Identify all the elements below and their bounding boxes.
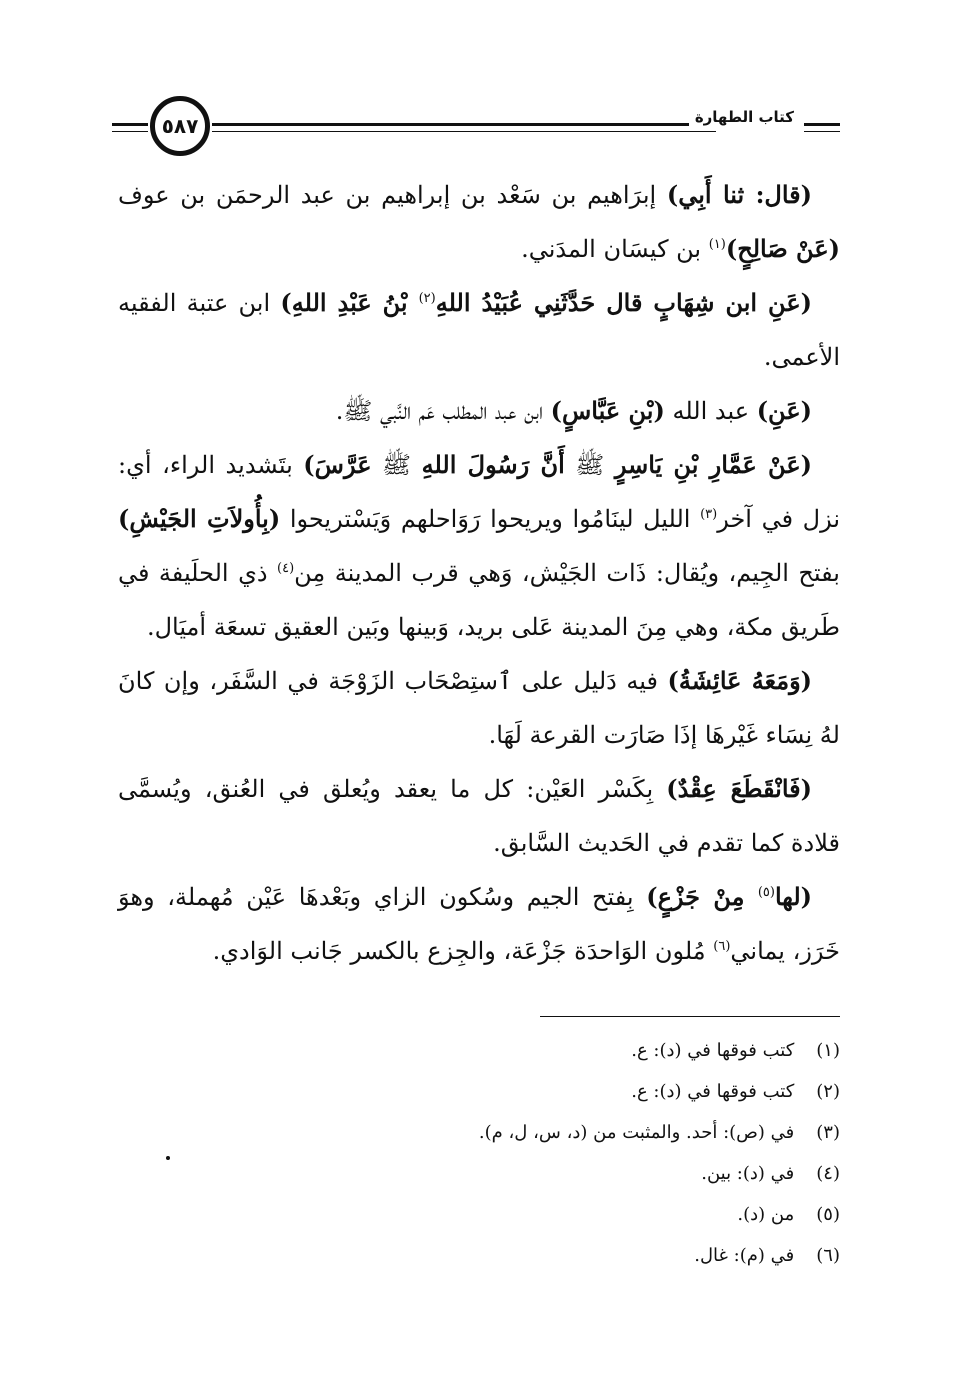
text-run: بِفتح الجيم وسُكون الزاي وبَعْدهَا عَيْن مُهملة، وهوَ خَرَز، يماني bbox=[118, 883, 840, 965]
footnote bbox=[340, 1235, 840, 1276]
footnote bbox=[340, 1112, 840, 1153]
text-run: إبرَاهيم بن سَعْد بن إبراهيم بن عبد الرحمَن بن عوف bbox=[118, 181, 667, 209]
text-run: ﷺ bbox=[564, 451, 615, 479]
footnote bbox=[340, 1153, 840, 1194]
text-run: بفتح الجِيم، ويُقال: ذَات الجَيْش، وَهي قرب المدينة مِن bbox=[294, 559, 840, 587]
paragraph bbox=[118, 762, 840, 870]
header-rule bbox=[804, 131, 840, 132]
footnote-number: (٥) bbox=[816, 1204, 840, 1225]
bold-phrase: (بْنِ عَبَّاسٍ) bbox=[550, 396, 665, 425]
footnote bbox=[340, 1030, 840, 1071]
header-rule bbox=[212, 131, 716, 132]
footnote-number: (٢) bbox=[816, 1081, 840, 1102]
bold-phrase: (عَنْ صَالِحٍ) bbox=[725, 234, 840, 263]
paragraph bbox=[118, 654, 840, 762]
text-run: ابن عبد المطلب عَم النَّبي ﷺ. bbox=[335, 397, 551, 425]
footnote-separator bbox=[540, 1016, 840, 1017]
bold-phrase: بْنُ عَبْدِ اللهِ) bbox=[280, 288, 419, 317]
header-rule bbox=[112, 123, 148, 126]
footnote-text: كتب فوقها في (د): ع. bbox=[631, 1040, 795, 1061]
text-run: ﷺ bbox=[371, 451, 422, 479]
bold-phrase: (عَنِ) bbox=[756, 396, 812, 425]
header-rule bbox=[112, 131, 148, 132]
footnote-text: في (ص): أحد. والمثبت من (د، س، ل، م). bbox=[478, 1122, 795, 1143]
footnotes bbox=[340, 1030, 840, 1276]
text-run: ابن عتبة الفقيه الأعمى. bbox=[118, 289, 840, 371]
footnote-text: في (د): بين. bbox=[701, 1163, 795, 1184]
text-run: بتَشديد الراء، أي: نزل في آخر bbox=[118, 451, 841, 533]
footnote-ref: (٤) bbox=[277, 561, 295, 576]
text-run: مُلون الوَاحدَة جَزْعَة، والجِزع بالكسر جَانب الوَادي. bbox=[212, 937, 714, 965]
text-run: عبد الله bbox=[664, 397, 757, 425]
bold-phrase: (فَانْقَطَعَ عِقْدٌ) bbox=[666, 774, 812, 803]
paragraph bbox=[118, 168, 840, 276]
text-run: فيه دَليل على ٱستِصْحَاب الزَوْجَة في السَّفَر، وإن كانَ لهُ نِسَاء غَيْرهَا إذَا صَارَت القرعة لَهَا. bbox=[118, 667, 840, 749]
footnote-ref: (٢) bbox=[418, 291, 436, 306]
footnote-number: (٣) bbox=[816, 1122, 840, 1143]
bold-phrase: مِنْ جَزْعٍ) bbox=[646, 882, 758, 911]
paragraph bbox=[118, 276, 840, 384]
bold-phrase: (عَنِ ابن شِهَابٍ قال حَدَّثَنِي عُبَيْدُ اللهِ bbox=[435, 288, 812, 317]
bold-phrase: (وَمَعَهُ عَائِشَةُ) bbox=[667, 666, 813, 695]
footnote-number: (١) bbox=[816, 1040, 840, 1061]
bold-phrase: أَنَّ رَسُولَ اللهِ bbox=[421, 450, 565, 479]
main-text bbox=[118, 168, 840, 978]
footnote-ref: (٣) bbox=[700, 507, 718, 522]
header-rule bbox=[212, 123, 716, 126]
footnote-ref: (٦) bbox=[713, 939, 731, 954]
running-title: كتاب الطهارة bbox=[689, 108, 800, 126]
footnote-number: (٤) bbox=[816, 1163, 840, 1184]
footnote bbox=[340, 1194, 840, 1235]
text-run: ذي الحلَيفة في طَريق مكة، وهي مِنَ المدينة عَلى بريد، وَبينها وبَين العقيق تسعَة أميَال. bbox=[118, 559, 840, 641]
bold-phrase: (عَنْ عَمَّارِ بْنِ يَاسِرٍ bbox=[614, 450, 812, 479]
page-number: ٥٨٧ bbox=[150, 96, 210, 156]
footnote-ref: (٥) bbox=[757, 885, 775, 900]
bold-phrase: (قال: ثنا أَبِي) bbox=[666, 180, 813, 209]
paragraph bbox=[118, 870, 840, 978]
footnote bbox=[340, 1071, 840, 1112]
bold-phrase: (بِأُولاَتِ الجَيْشِ) bbox=[118, 504, 281, 533]
scan-speck bbox=[166, 1156, 170, 1160]
paragraph bbox=[118, 384, 840, 438]
page-header bbox=[112, 90, 840, 170]
text-run: بِكَسْر العَيْن: كل ما يعقد ويُعلق في العُنق، ويُسمَّى قلادة كما تقدم في الحَديث السَّابق. bbox=[118, 775, 840, 857]
footnote-text: في (م): غال. bbox=[694, 1245, 795, 1266]
footnote-text: من (د). bbox=[737, 1204, 795, 1225]
text-run: الليل لينَامُوا ويريحوا رَوَاحلهم وَيَسْتريحوا bbox=[280, 505, 701, 533]
footnote-ref: (١) bbox=[708, 237, 726, 252]
footnote-number: (٦) bbox=[816, 1245, 840, 1266]
text-run: بن كيسَان المدَني. bbox=[521, 235, 709, 263]
bold-phrase: (لها bbox=[774, 882, 813, 911]
footnote-text: كتب فوقها في (د): ع. bbox=[631, 1081, 795, 1102]
header-rule bbox=[804, 123, 840, 126]
paragraph bbox=[118, 438, 840, 654]
bold-phrase: عَرَّسَ) bbox=[303, 450, 372, 479]
